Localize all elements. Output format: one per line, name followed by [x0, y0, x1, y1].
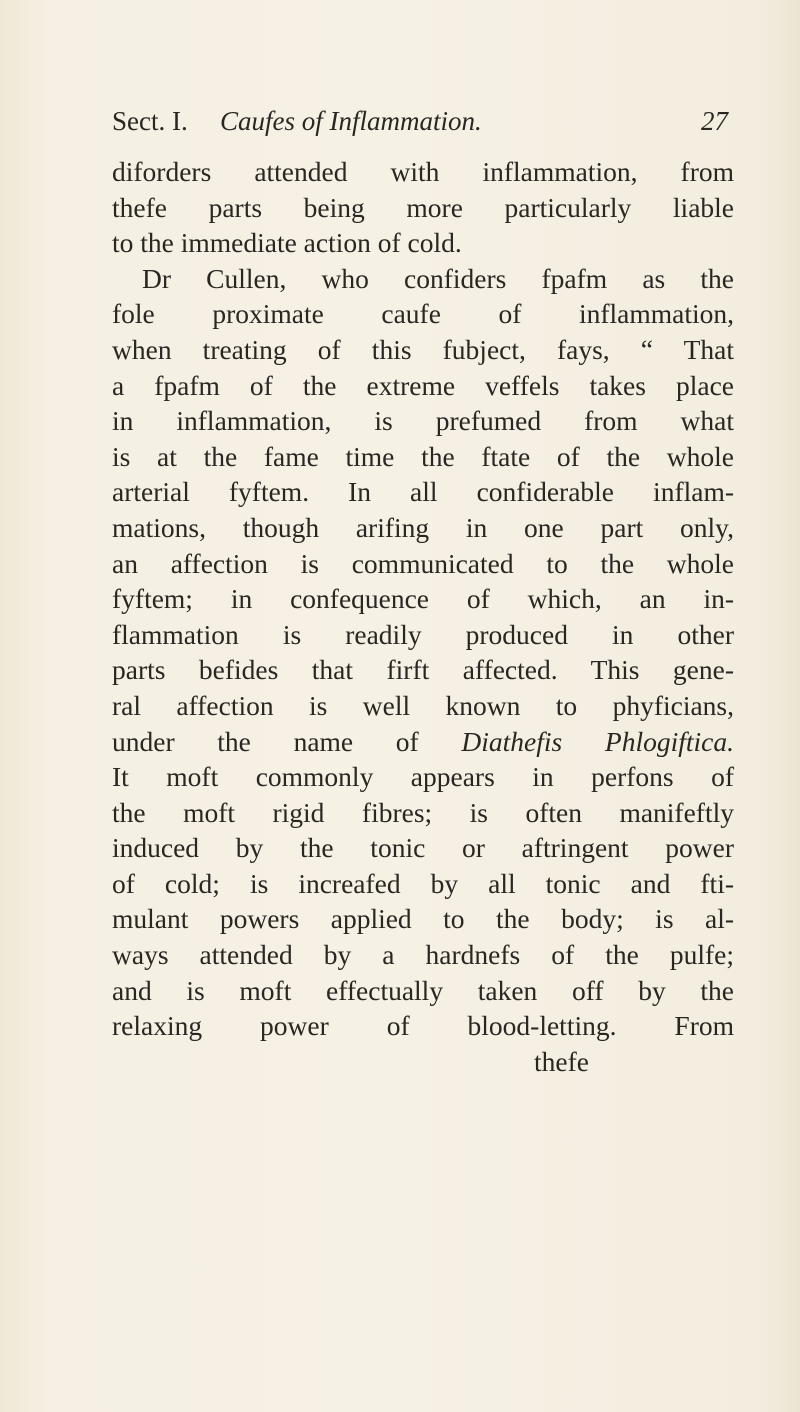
- text-line: and is moft effectually taken off by the: [112, 974, 734, 1006]
- text-line: of cold; is increafed by all tonic and fti-: [112, 867, 734, 899]
- text-line: Dr Cullen, who confiders fpafm as the: [142, 262, 734, 294]
- text-line: mations, though arifing in one part only,: [112, 511, 734, 543]
- text-line: fyftem; in confequence of which, an in-: [112, 583, 734, 615]
- page-number: 27: [701, 106, 728, 136]
- body-text: [112, 154, 734, 1079]
- italic-term: Diathefis Phlogiftica.: [461, 725, 734, 757]
- text-line: induced by the tonic or aftringent power: [112, 832, 734, 864]
- text-line: relaxing power of blood-letting. From: [112, 1010, 734, 1042]
- text-line: ral affection is well known to phyficians,: [112, 689, 734, 721]
- text-line: mulant powers applied to the body; is al-: [112, 903, 734, 935]
- text-line: to the immediate action of cold.: [112, 227, 462, 259]
- text-line: the moft rigid fibres; is often manifeftly: [112, 796, 734, 828]
- text-line: an affection is communicated to the whole: [112, 547, 734, 579]
- catchword: thefe: [534, 1045, 589, 1077]
- running-title: Caufes of Inflammation.: [220, 106, 482, 136]
- text-line: a fpafm of the extreme veffels takes place: [112, 369, 734, 401]
- text-line: arterial fyftem. In all confiderable inflam-: [112, 476, 734, 508]
- text-line: fole proximate caufe of inflammation,: [112, 298, 734, 330]
- text-line: in inflammation, is prefumed from what: [112, 405, 734, 437]
- text-line: is at the fame time the ftate of the whole: [112, 440, 734, 472]
- text-run: under the name of: [112, 725, 462, 757]
- text-line: It moft commonly appears in perfons of: [112, 761, 734, 793]
- section-label: Sect. I.: [112, 106, 188, 136]
- text-line: ways attended by a hardnefs of the pulfe;: [112, 939, 734, 971]
- text-line: diforders attended with inflammation, from: [112, 156, 734, 187]
- text-line: when treating of this fubject, fays, “ That: [112, 333, 734, 365]
- text-line: thefe parts being more particularly liable: [112, 191, 734, 223]
- text-line: parts befides that firft affected. This gene-: [112, 654, 734, 686]
- text-line: flammation is readily produced in other: [112, 618, 734, 650]
- text-line-with-italic: [112, 724, 734, 760]
- page-header: [112, 102, 732, 146]
